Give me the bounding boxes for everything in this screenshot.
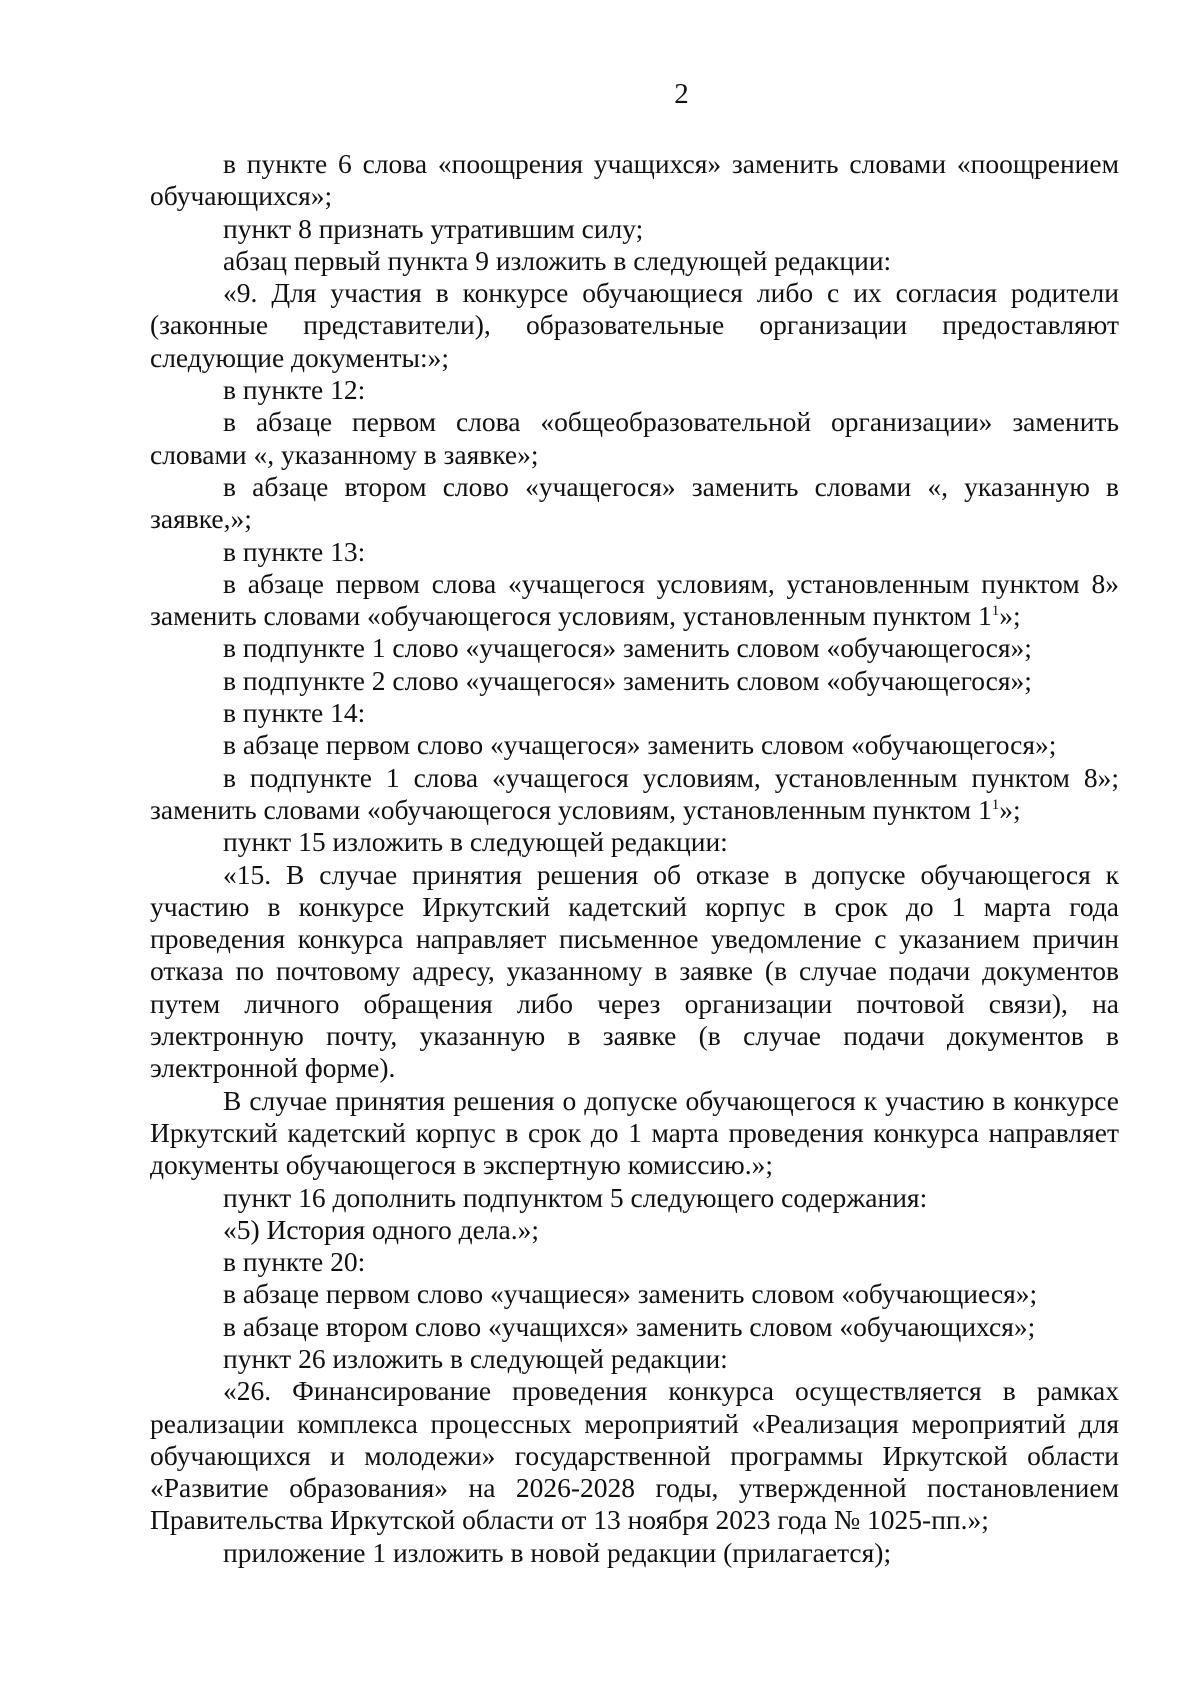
paragraph: в подпункте 1 слово «учащегося» заменить словом «обучающегося»; xyxy=(223,632,1032,664)
paragraph: в пункте 12: xyxy=(223,374,366,406)
paragraph: пункт 16 дополнить подпунктом 5 следующего содержания: xyxy=(223,1181,928,1213)
paragraph: В случае принятия решения о допуске обучающегося к участию в конкурсе Иркутский кадетский корпус в срок до 1 марта проведения конкурса направляет документы обучающегося в экспертную комиссию.»; xyxy=(150,1084,1119,1181)
paragraph: в пункте 13: xyxy=(223,535,366,567)
paragraph-text: в абзаце первом слова «учащегося условиям, установленным пунктом 8» заменить словами «обучающегося условиям, установленным пунктом 1 xyxy=(150,567,1119,632)
paragraph-text: в подпункте 1 слова «учащегося условиям, установленным пунктом 8»; заменить словами «обучающегося условиям, установленным пунктом 1 xyxy=(150,761,1119,825)
document-body xyxy=(150,148,1119,1569)
paragraph: в абзаце первом слова «общеобразовательной организации» заменить словами «, указанному в заявке»; xyxy=(150,406,1119,470)
paragraph: в пункте 14: xyxy=(223,697,366,729)
superscript: 1 xyxy=(991,796,1000,813)
paragraph: приложение 1 изложить в новой редакции (прилагается); xyxy=(223,1536,892,1568)
paragraph: пункт 26 изложить в следующей редакции: xyxy=(223,1342,728,1374)
paragraph: «15. В случае принятия решения об отказе в допуске обучающегося к участию в конкурсе Иркутский кадетский корпус в срок до 1 марта года проведения конкурса направляет письменное уведомление с указанием причин отказа по почтовому адресу, указанному в заявке (в случае подачи документов путем личного обращения либо через организации почтовой связи), на электронную почту, указанную в заявке (в случае подачи документов в электронной форме). xyxy=(150,858,1119,1084)
page-number: 2 xyxy=(674,78,689,110)
paragraph-with-superscript xyxy=(150,762,1119,827)
superscript: 1 xyxy=(991,603,1000,620)
paragraph: «9. Для участия в конкурсе обучающиеся либо с их согласия родители (законные представители), образовательные организации предоставляют следующие документы:»; xyxy=(150,277,1119,373)
paragraph-tail: »; xyxy=(999,793,1021,825)
paragraph: в абзаце втором слово «учащихся» заменить словом «обучающихся»; xyxy=(223,1310,1036,1342)
paragraph: в пункте 6 слова «поощрения учащихся» заменить словами «поощрением обучающихся»; xyxy=(150,148,1119,212)
paragraph: в абзаце первом слово «учащегося» заменить словом «обучающегося»; xyxy=(223,729,1057,761)
paragraph-tail: »; xyxy=(999,600,1021,632)
paragraph: «5) История одного дела.»; xyxy=(223,1213,540,1245)
paragraph: в подпункте 2 слово «учащегося» заменить словом «обучающегося»; xyxy=(223,664,1032,696)
paragraph-with-superscript xyxy=(150,568,1119,633)
paragraph: пункт 8 признать утратившим силу; xyxy=(223,212,644,244)
paragraph: в пункте 20: xyxy=(223,1246,366,1278)
paragraph: пункт 15 изложить в следующей редакции: xyxy=(223,826,728,858)
paragraph: в абзаце втором слово «учащегося» заменить словами «, указанную в заявке,»; xyxy=(150,470,1119,535)
paragraph: в абзаце первом слово «учащиеся» заменить словом «обучающиеся»; xyxy=(223,1278,1038,1310)
paragraph: «26. Финансирование проведения конкурса осуществляется в рамках реализации комплекса процессных мероприятий «Реализация мероприятий для обучающихся и молодежи» государственной программы Иркутской области «Развитие образования» на 2026-2028 годы, утвержденной постановлением Правительства Иркутской области от 13 ноября 2023 года № 1025-пп.»; xyxy=(150,1375,1119,1536)
paragraph: абзац первый пункта 9 изложить в следующей редакции: xyxy=(223,244,892,276)
